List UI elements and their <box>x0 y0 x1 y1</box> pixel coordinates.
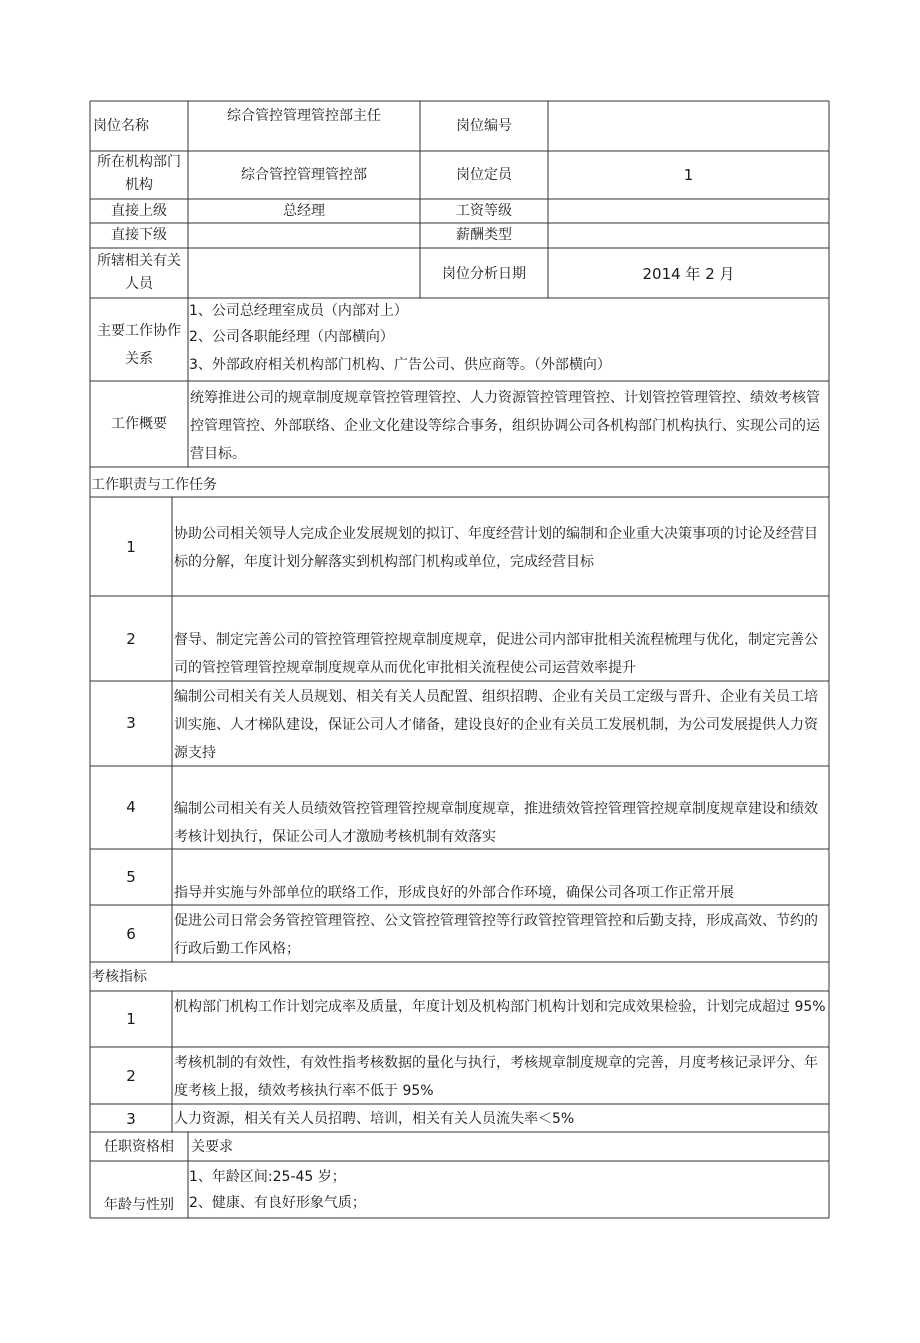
qualification-title-left: 任职资格相 <box>104 1139 174 1155</box>
duty-text: 编制公司相关有关人员规划、相关有关人员配置、组织招聘、企业有关员工定级与晋升、企业有关员工培训实施、人才梯队建设，保证公司人才储备，建设良好的企业有关员工发展机制，为公司发展提供人力资源支持 <box>174 689 818 761</box>
duty-text: 协助公司相关领导人完成企业发展规划的拟订、年度经营计划的编制和企业重大决策事项的讨论及经营目标的分解，年度计划分解落实到机构部门机构或单位，完成经营目标 <box>174 526 818 570</box>
age-requirement-line: 2、健康、有良好形象气质； <box>189 1195 366 1211</box>
overview-text: 统筹推进公司的规章制度规章管控管理管控、人力资源管控管理管控、计划管控管理管控、绩效考核管控管理管控、外部联络、企业文化建设等综合事务，组织协调公司各机构部门机构执行、实现公司的运营目标。 <box>190 390 820 462</box>
cooperation-line: 1、公司总经理室成员（内部对上） <box>189 303 408 319</box>
kpi-number: 1 <box>126 1010 136 1028</box>
kpi-number: 2 <box>126 1067 136 1085</box>
analysis-date-label: 岗位分析日期 <box>442 266 526 282</box>
superior-label: 直接上级 <box>111 203 167 219</box>
kpi-title: 考核指标 <box>91 969 147 985</box>
headcount-value: 1 <box>683 166 694 184</box>
kpi-text: 考核机制的有效性，有效性指考核数据的量化与执行，考核规章制度规章的完善，月度考核记录评分、年度考核上报，绩效考核执行率不低于 95% <box>174 1055 818 1099</box>
kpi-number: 3 <box>126 1110 136 1128</box>
overview-label: 工作概要 <box>111 416 167 432</box>
cooperation-line: 2、公司各职能经理（内部横向） <box>189 329 394 345</box>
duties-title: 工作职责与工作任务 <box>91 477 217 493</box>
post-name-value: 综合管控管理管控部主任 <box>227 108 381 124</box>
duty-number: 4 <box>126 798 136 816</box>
age-requirement-line: 1、年龄区间:25-45 岁； <box>189 1169 346 1185</box>
duty-number: 2 <box>126 630 136 648</box>
superior-value: 总经理 <box>283 203 325 219</box>
kpi-text: 机构部门机构工作计划完成率及质量，年度计划及机构部门机构计划和完成效果检验，计划完成超过 95% <box>174 999 826 1015</box>
duty-text: 促进公司日常会务管控管理管控、公文管控管理管控等行政管控管理管控和后勤支持，形成高效、节约的行政后勤工作风格； <box>174 913 818 957</box>
headcount-label: 岗位定员 <box>456 167 512 183</box>
salary-grade-label: 工资等级 <box>456 203 512 219</box>
qualification-title-right: 关要求 <box>191 1139 233 1155</box>
kpi-text: 人力资源，相关有关人员招聘、培训，相关有关人员流失率＜5% <box>174 1111 575 1127</box>
cooperation-line: 3、外部政府相关机构部门机构、广告公司、供应商等。（外部横向） <box>189 357 611 373</box>
dept-value: 综合管控管理管控部 <box>241 167 367 183</box>
duty-number: 3 <box>126 714 136 732</box>
related-staff-label: 所辖相关有关 人员 <box>97 253 181 292</box>
dept-label: 所在机构部门 机构 <box>97 154 181 193</box>
duty-text: 指导并实施与外部单位的联络工作，形成良好的外部合作环境，确保公司各项工作正常开展 <box>174 885 734 901</box>
post-name-label: 岗位名称 <box>93 118 149 134</box>
cooperation-label: 主要工作协作 关系 <box>97 323 181 367</box>
analysis-date-value: 2014 年 2 月 <box>642 265 735 283</box>
duty-number: 1 <box>126 538 136 556</box>
duty-text: 编制公司相关有关人员绩效管控管理管控规章制度规章，推进绩效管控管理管控规章制度规章建设和绩效考核计划执行，保证公司人才激励考核机制有效落实 <box>174 801 818 845</box>
pay-type-label: 薪酬类型 <box>456 227 512 243</box>
duty-number: 5 <box>126 868 136 886</box>
age-gender-label: 年龄与性别 <box>104 1197 174 1213</box>
subordinate-label: 直接下级 <box>111 227 167 243</box>
duty-text: 督导、制定完善公司的管控管理管控规章制度规章，促进公司内部审批相关流程梳理与优化，制定完善公司的管控管理管控规章制度规章从而优化审批相关流程使公司运营效率提升 <box>174 632 818 676</box>
duty-number: 6 <box>126 925 136 943</box>
post-code-label: 岗位编号 <box>456 118 512 134</box>
